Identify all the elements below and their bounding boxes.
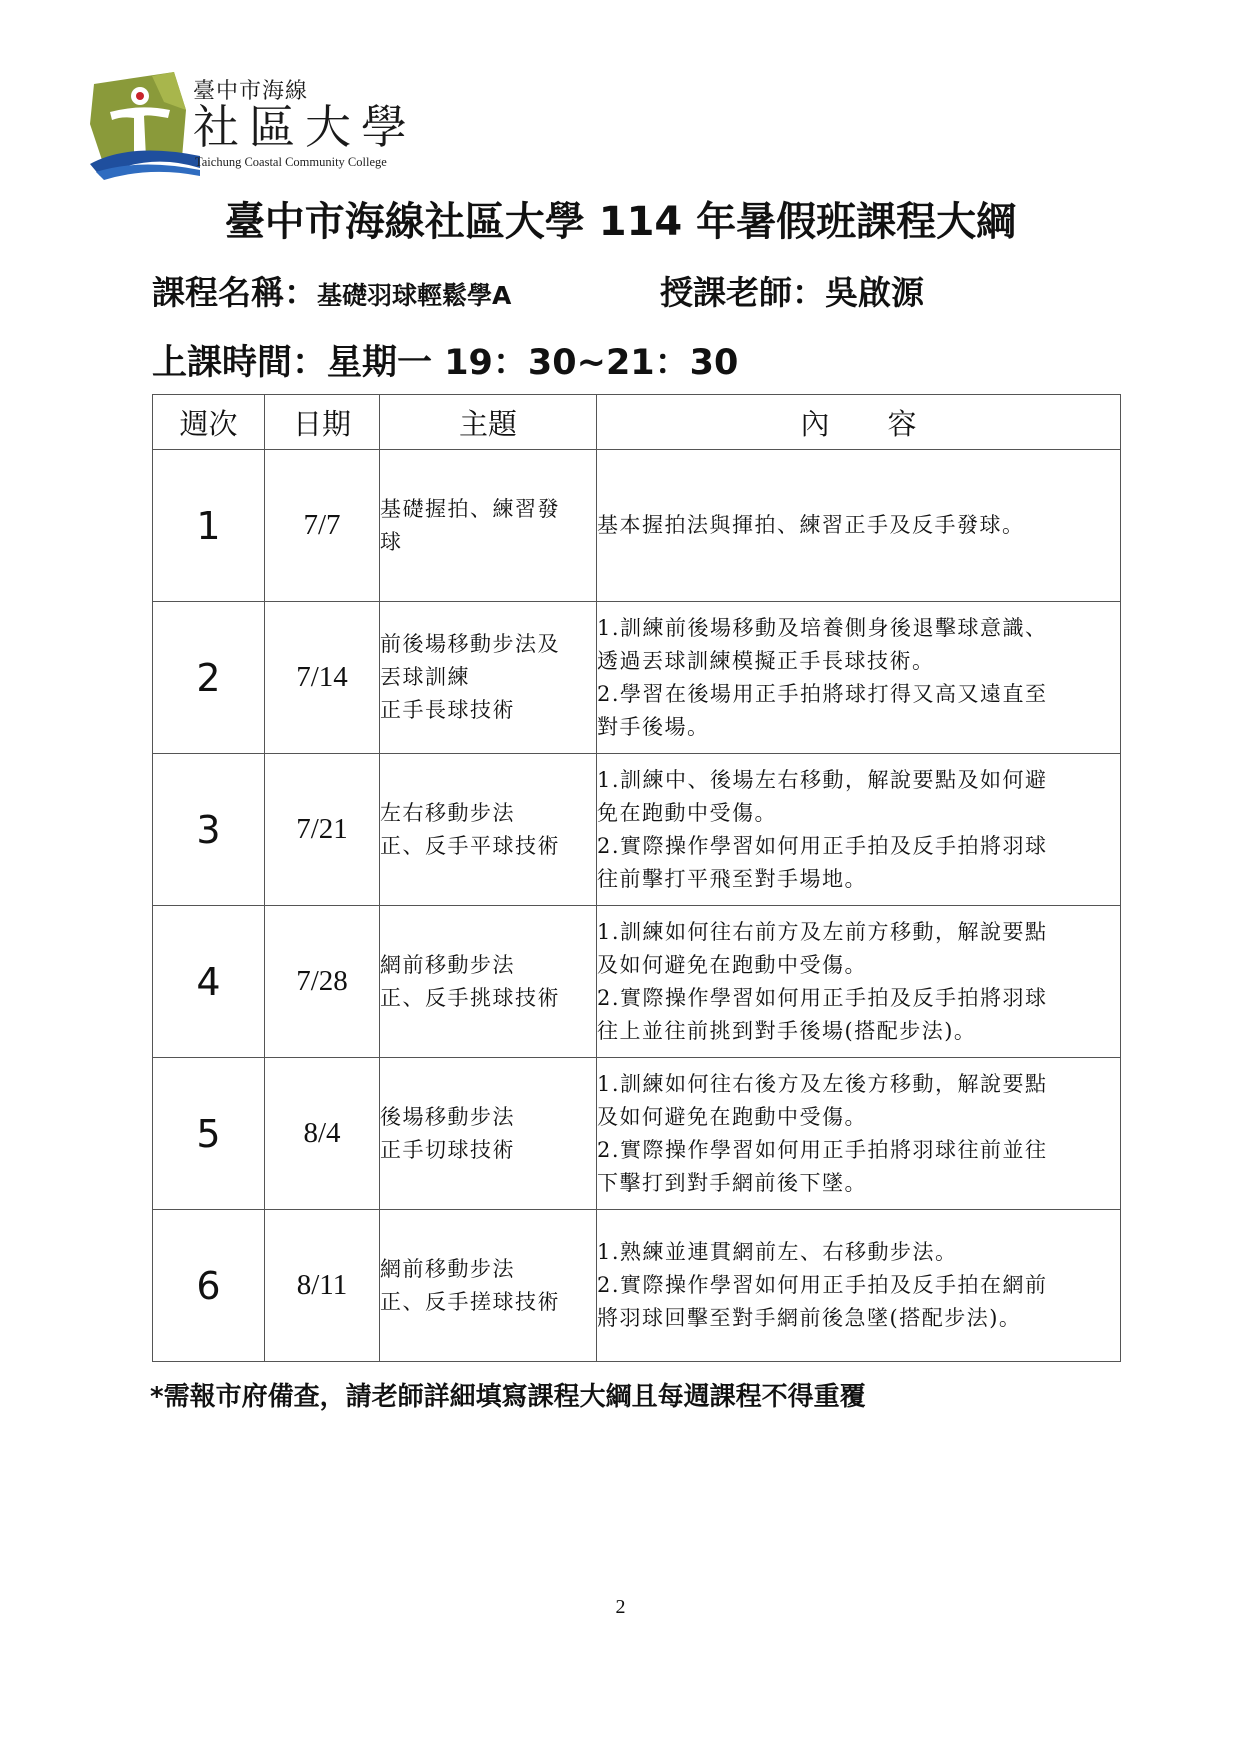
table-row xyxy=(153,1210,1121,1362)
content-cell xyxy=(597,450,1121,602)
schedule-table xyxy=(152,394,1121,1362)
topic-line: 正手長球技術 xyxy=(380,698,515,722)
week-cell: 6 xyxy=(153,1210,265,1362)
footnote: *需報市府備查，請老師詳細填寫課程大綱且每週課程不得重覆 xyxy=(150,1382,866,1412)
content-cell xyxy=(597,1210,1121,1362)
teacher-label: 授課老師： xyxy=(660,273,825,312)
header-topic: 主題 xyxy=(380,395,597,450)
content-line: 1.訓練如何往右後方及左後方移動，解說要點 xyxy=(597,1071,1048,1096)
content-line: 對手後場。 xyxy=(597,714,710,739)
header-week: 週次 xyxy=(153,395,265,450)
content-line: 1.訓練如何往右前方及左前方移動，解說要點 xyxy=(597,919,1048,944)
date-cell: 7/14 xyxy=(265,602,380,754)
topic-line: 後場移動步法 xyxy=(380,1104,515,1129)
table-row xyxy=(153,602,1121,754)
table-row xyxy=(153,1058,1121,1210)
header-date: 日期 xyxy=(265,395,380,450)
content-line: 基本握拍法與揮拍、練習正手及反手發球。 xyxy=(597,513,1025,537)
content-line: 往上並往前挑到對手後場(搭配步法)。 xyxy=(597,1018,977,1043)
content-line: 透過丟球訓練模擬正手長球技術。 xyxy=(597,648,935,673)
course-name-label: 課程名稱： xyxy=(152,273,317,312)
content-cell xyxy=(597,1058,1121,1210)
topic-cell xyxy=(380,1210,597,1362)
table-header-row xyxy=(153,395,1121,450)
course-name-row xyxy=(152,270,511,316)
table-row xyxy=(153,754,1121,906)
schedule-body xyxy=(153,450,1121,1362)
topic-line: 正、反手搓球技術 xyxy=(380,1289,560,1314)
content-cell xyxy=(597,602,1121,754)
teacher-row xyxy=(660,270,924,316)
content-line: 2.實際操作學習如何用正手拍及反手拍將羽球 xyxy=(597,833,1048,858)
content-line: 2.實際操作學習如何用正手拍將羽球往前並往 xyxy=(597,1137,1048,1162)
topic-line: 網前移動步法 xyxy=(380,1256,515,1281)
topic-line: 球 xyxy=(380,529,403,554)
topic-cell xyxy=(380,906,597,1058)
content-line: 1.訓練前後場移動及培養側身後退擊球意識、 xyxy=(597,615,1048,640)
topic-line: 正手切球技術 xyxy=(380,1137,515,1162)
week-cell: 3 xyxy=(153,754,265,906)
college-logo xyxy=(90,72,450,180)
content-line: 往前擊打平飛至對手場地。 xyxy=(597,866,867,891)
logo-line-1: 臺中市海線 xyxy=(193,79,309,104)
topic-line: 基礎握拍、練習發 xyxy=(380,496,560,521)
week-cell: 1 xyxy=(153,450,265,602)
page-title: 臺中市海線社區大學 114 年暑假班課程大綱 xyxy=(224,199,1017,245)
logo-emblem-icon xyxy=(90,72,200,180)
header-content: 內 容 xyxy=(597,395,1121,450)
page-number: 2 xyxy=(615,1596,626,1618)
content-line: 下擊打到對手網前後下墜。 xyxy=(597,1170,867,1195)
content-line: 及如何避免在跑動中受傷。 xyxy=(597,952,867,977)
content-line: 免在跑動中受傷。 xyxy=(597,800,777,825)
content-line: 2.學習在後場用正手拍將球打得又高又遠直至 xyxy=(597,681,1048,706)
topic-line: 正、反手平球技術 xyxy=(380,833,560,858)
date-cell: 7/28 xyxy=(265,906,380,1058)
teacher-value: 吳啟源 xyxy=(825,273,924,312)
date-cell: 8/4 xyxy=(265,1058,380,1210)
topic-line: 網前移動步法 xyxy=(380,952,515,977)
content-cell xyxy=(597,906,1121,1058)
content-line: 1.熟練並連貫網前左、右移動步法。 xyxy=(597,1240,958,1264)
course-name-value: 基礎羽球輕鬆學A xyxy=(317,281,512,310)
class-time-row xyxy=(152,338,738,388)
week-cell: 4 xyxy=(153,906,265,1058)
logo-line-3: Taichung Coastal Community College xyxy=(195,155,387,169)
topic-line: 丟球訓練 xyxy=(380,665,470,689)
table-row xyxy=(153,450,1121,602)
content-line: 將羽球回擊至對手網前後急墜(搭配步法)。 xyxy=(597,1306,1022,1330)
topic-cell xyxy=(380,450,597,602)
date-cell: 7/7 xyxy=(265,450,380,602)
class-time-label: 上課時間： xyxy=(152,343,328,383)
content-line: 1.訓練中、後場左右移動，解說要點及如何避 xyxy=(597,767,1048,792)
date-cell: 8/11 xyxy=(265,1210,380,1362)
class-time-value: 星期一 19：30~21：30 xyxy=(327,343,739,383)
table-row xyxy=(153,906,1121,1058)
topic-cell xyxy=(380,602,597,754)
logo-line-2: 社區大學 xyxy=(193,100,417,154)
topic-line: 正、反手挑球技術 xyxy=(380,985,560,1010)
week-cell: 2 xyxy=(153,602,265,754)
topic-line: 前後場移動步法及 xyxy=(380,632,560,656)
topic-cell xyxy=(380,754,597,906)
content-line: 2.實際操作學習如何用正手拍及反手拍將羽球 xyxy=(597,985,1048,1010)
content-cell xyxy=(597,754,1121,906)
logo-text xyxy=(193,72,453,180)
topic-cell xyxy=(380,1058,597,1210)
content-line: 2.實際操作學習如何用正手拍及反手拍在網前 xyxy=(597,1273,1048,1297)
date-cell: 7/21 xyxy=(265,754,380,906)
week-cell: 5 xyxy=(153,1058,265,1210)
content-line: 及如何避免在跑動中受傷。 xyxy=(597,1104,867,1129)
topic-line: 左右移動步法 xyxy=(380,800,515,825)
